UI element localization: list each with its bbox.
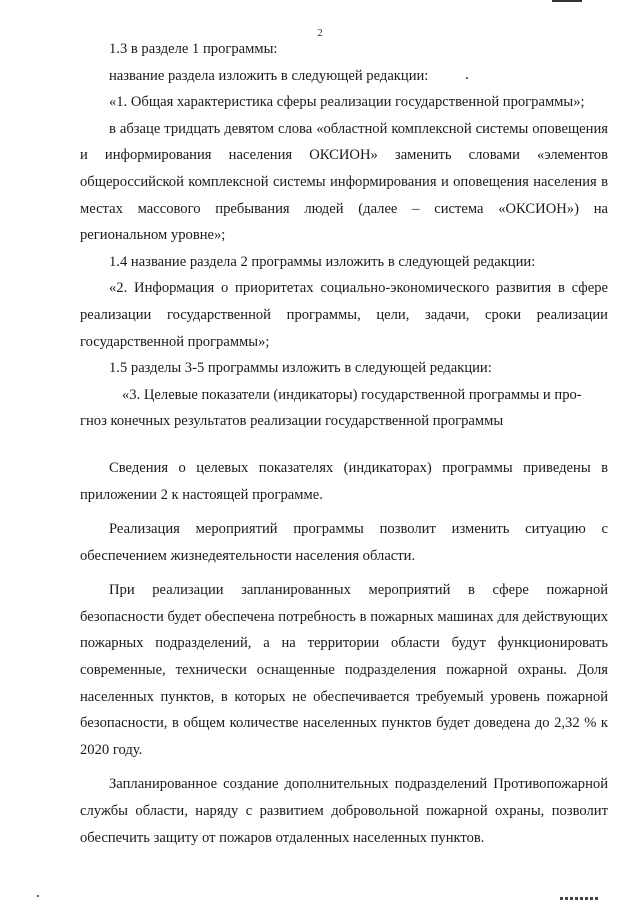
- paragraph-section-1-title: «1. Общая характеристика сферы реализации государственной программы»;: [109, 94, 585, 111]
- paragraph-program-effect: Реализация мероприятий программы позволит изменить ситуацию с обеспечением жизнедеятельности населения области.: [80, 521, 608, 564]
- section-3-heading-line-1: «3. Целевые показатели (индикаторы) государственной программы и про-: [122, 386, 582, 403]
- section-3-heading-line-2: гноз конечных результатов реализации государственной программы: [80, 413, 504, 430]
- paragraph-39th-paragraph-change: в абзаце тридцать девятом слова «областной комплексной системы оповещения и информирования населения ОКСИОН» заменить словами «элементов общероссийской комплексной системы информирования и оповещения населения в местах массового пребывания людей (далее – система «ОКСИОН») на региональном уровне»;: [80, 120, 608, 244]
- paragraph-1-5: 1.5 разделы 3-5 программы изложить в следующей редакции:: [109, 360, 492, 377]
- paragraph-section-2-title: «2. Информация о приоритетах социально-экономического развития в сфере реализации государственной программы, цели, задачи, сроки реализации государственной программы»;: [80, 280, 608, 350]
- paragraph-1-4: 1.4 название раздела 2 программы изложить в следующей редакции:: [109, 253, 536, 270]
- page-number: 2: [317, 27, 323, 39]
- scan-speck: [37, 895, 39, 897]
- scan-artifact-top: [552, 0, 582, 2]
- paragraph-section-title-intro: название раздела изложить в следующей редакции:: [109, 67, 429, 84]
- paragraph-fire-service: Запланированное создание дополнительных подразделений Противопожарной службы области, наряду с развитием добровольной пожарной охраны, позволит обеспечить защиту от пожаров отдаленных населенных пунктов.: [80, 776, 608, 846]
- paragraph-fire-safety: При реализации запланированных мероприятий в сфере пожарной безопасности будет обеспечена потребность в пожарных машинах для действующих пожарных подразделений, а на территории области будут функционировать современные, технически оснащенные подразделения пожарной охраны. Доля населенных пунктов, в которых не обеспечивается требуемый уровень пожарной безопасности, в общем количестве населенных пунктов будет доведена до 2,32 % к 2020 году.: [80, 582, 608, 758]
- scan-artifact-bottom: [560, 897, 600, 900]
- paragraph-1-3: 1.3 в разделе 1 программы:: [109, 41, 278, 57]
- document-body: [80, 36, 608, 851]
- paragraph-indicators-info: Сведения о целевых показателях (индикаторах) программы приведены в приложении 2 к настоящей программе.: [80, 459, 608, 503]
